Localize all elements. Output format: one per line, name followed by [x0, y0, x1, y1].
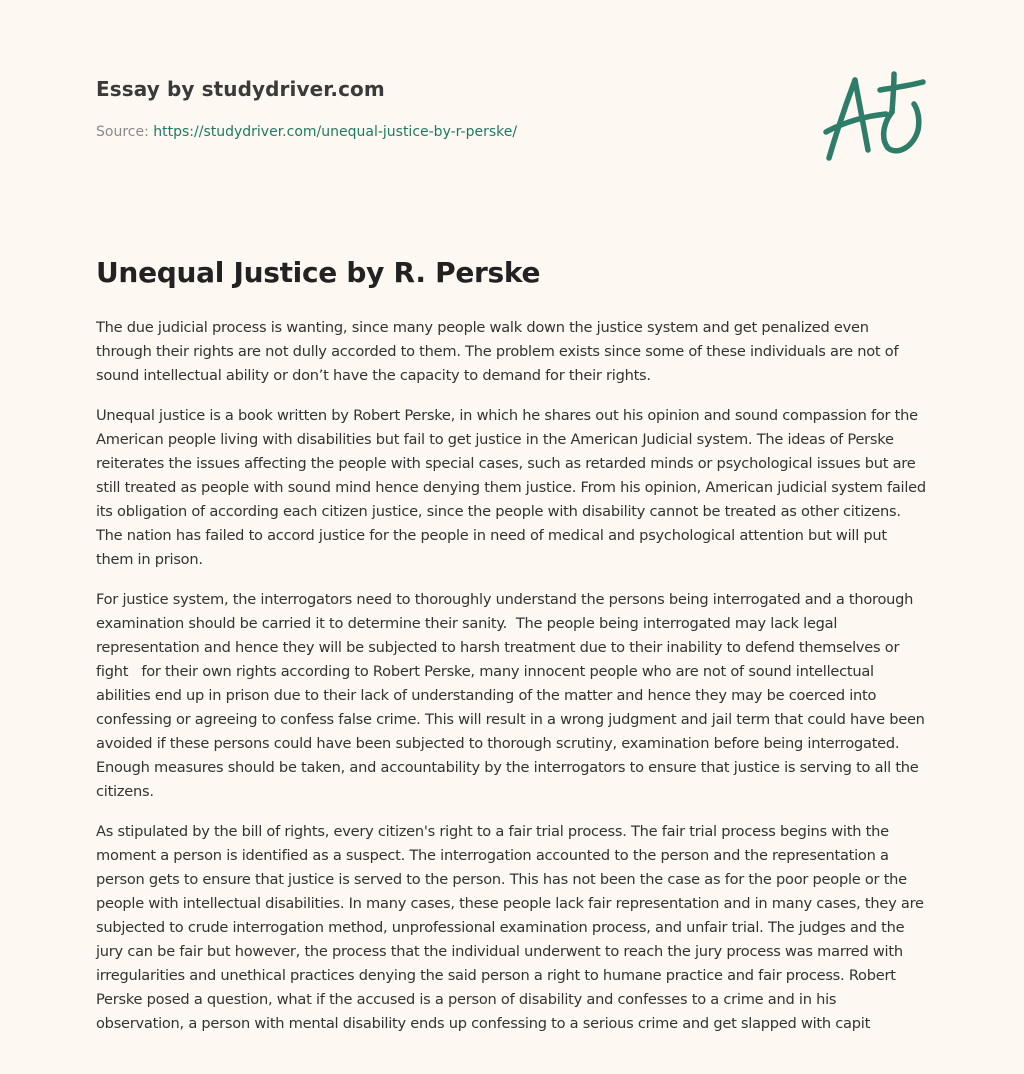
source-label: Source: — [96, 124, 154, 140]
essay-paragraph-1: The due judicial process is wanting, since many people walk down the justice system and get penalized even through their rights are not dully accorded to them. The problem exists since some of these individuals are not of sound intellectual ability or don’t have the capacity to demand for their rights. — [96, 319, 903, 384]
page-header — [96, 74, 796, 142]
essay-paragraph-4: As stipulated by the bill of rights, every citizen's right to a fair trial process. The fair trial process begins with the moment a person is identified as a suspect. The interrogation accounted to the person and the representation a person gets to ensure that justice is served to the person. This has not been the case as for the poor people or the people with intellectual disabilities. In many cases, these people lack fair representation and in many cases, they are subjected to crude interrogation method, unprofessional examination process, and unfair trial. The judges and the jury can be fair but however, the process that the individual underwent to reach the jury process was marred with irregularities and unethical practices denying the said person a right to humane practice and fair process. Robert Perske posed a question, what if the accused is a person of disability and confesses to a crime and in his observation, a person with mental disability ends up confessing to a serious crime and get slapped with capit — [96, 823, 929, 1032]
a-plus-logo-icon — [822, 66, 928, 166]
essay-title: Unequal Justice by R. Perske — [96, 256, 541, 289]
source-link[interactable]: https://studydriver.com/unequal-justice-by-r-perske/ — [153, 124, 518, 140]
site-title: Essay by studydriver.com — [96, 77, 385, 101]
essay-paragraph-2: Unequal justice is a book written by Robert Perske, in which he shares out his opinion and sound compassion for the American people living with disabilities but fail to get justice in the American Judicial system. The ideas of Perske reiterates the issues affecting the people with special cases, such as retarded minds or psychological issues but are still treated as people with sound mind hence denying them justice. From his opinion, American judicial system failed its obligation of according each citizen justice, since the people with disability cannot be treated as other citizens. The nation has failed to accord justice for the people in need of medical and psychological attention but will put them in prison. — [96, 407, 931, 568]
source-line — [96, 122, 796, 142]
essay-paragraph-3: For justice system, the interrogators need to thoroughly understand the persons being interrogated and a thorough examination should be carried it to determine their sanity. The people being interrogated may lack legal representation and hence they will be subjected to harsh treatment due to their inability to defend themselves or fight for their own rights according to Robert Perske, many innocent people who are not of sound intellectual abilities end up in prison due to their lack of understanding of the matter and hence they may be coerced into confessing or agreeing to confess false crime. This will result in a wrong judgment and jail term that could have been avoided if these persons could have been subjected to thorough scrutiny, examination before being interrogated. Enough measures should be taken, and accountability by the interrogators to ensure that justice is serving to all the citizens. — [96, 591, 930, 800]
essay-body — [96, 316, 931, 1052]
